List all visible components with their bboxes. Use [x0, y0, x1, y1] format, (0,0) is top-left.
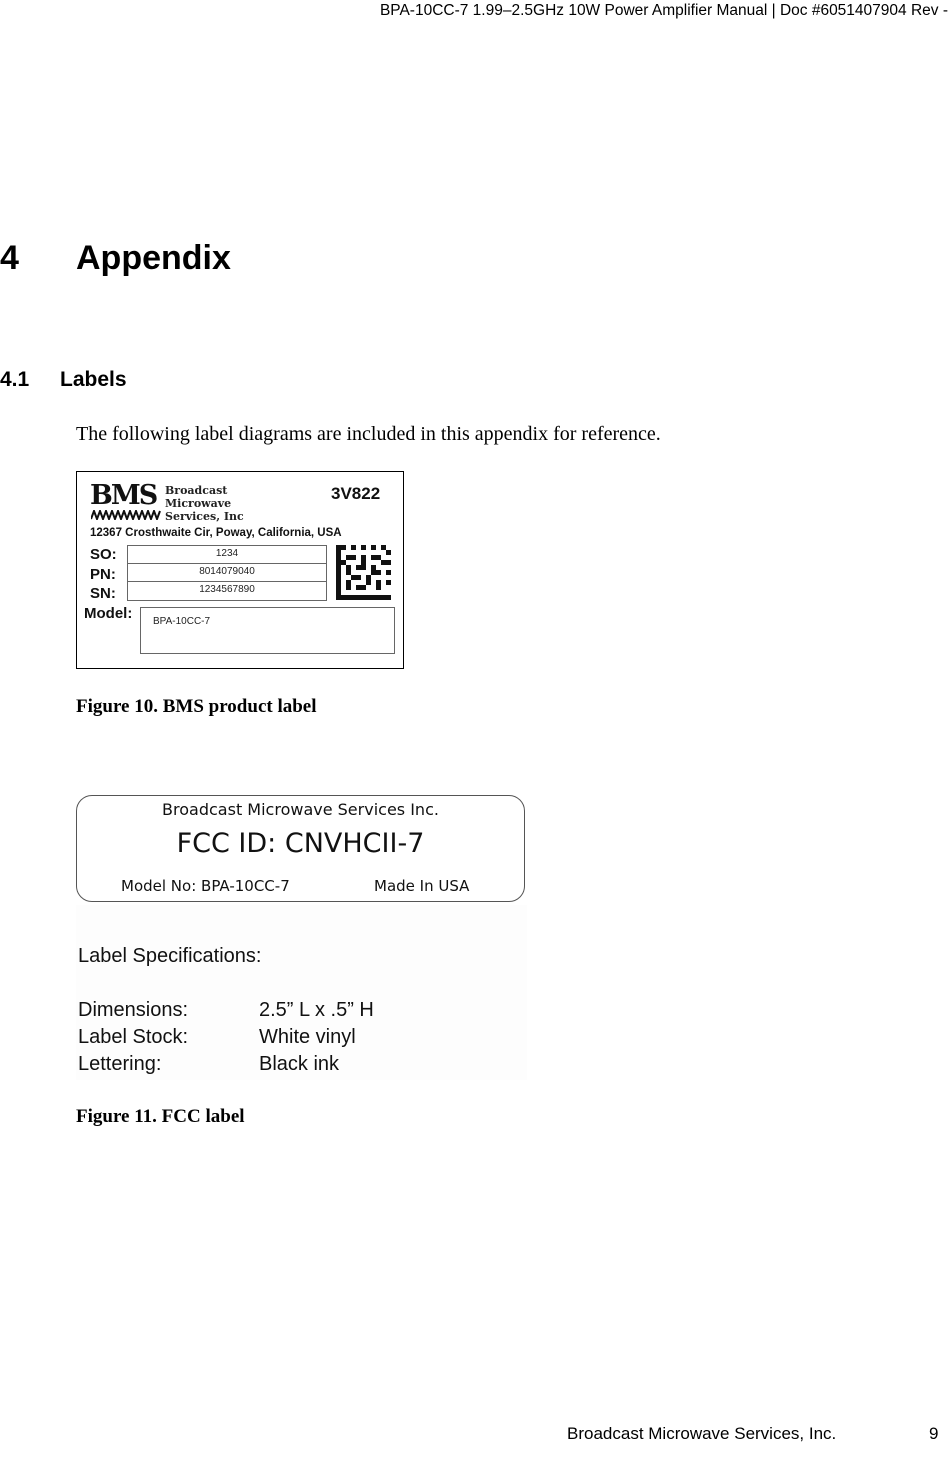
bms-logo: BMS [90, 480, 157, 511]
section-title: Appendix [76, 239, 231, 277]
pn-label: PN: [90, 566, 116, 583]
company-line: Broadcast [165, 484, 228, 497]
subsection-title: Labels [60, 368, 127, 391]
logo-wave-graphic [91, 510, 161, 520]
sn-label: SN: [90, 585, 116, 602]
page-number: 9 [929, 1424, 939, 1443]
subsection-number: 4.1 [0, 368, 30, 391]
bms-company-name [165, 484, 244, 523]
section-heading [0, 234, 231, 282]
pn-value-box: 8014079040 [127, 563, 327, 582]
sn-value-box: 1234567890 [127, 581, 327, 601]
intro-paragraph: The following label diagrams are included in this appendix for reference. [76, 423, 661, 445]
spec-key: Dimensions: [78, 999, 189, 1021]
spec-value: White vinyl [259, 1026, 356, 1048]
bms-product-label [76, 471, 404, 669]
figure-10-caption: Figure 10. BMS product label [76, 696, 317, 717]
fcc-origin: Made In USA [374, 877, 470, 895]
fcc-company: Broadcast Microwave Services Inc. [162, 800, 439, 819]
datamatrix-code-icon [336, 545, 391, 600]
so-label: SO: [90, 546, 117, 563]
footer-company: Broadcast Microwave Services, Inc. [567, 1424, 837, 1443]
model-value-box: BPA-10CC-7 [140, 607, 395, 654]
so-value-box: 1234 [127, 545, 327, 564]
company-line: Microwave [165, 497, 232, 510]
spec-key: Lettering: [78, 1053, 162, 1075]
bms-label-code: 3V822 [331, 484, 381, 503]
fcc-id: FCC ID: CNVHCII-7 [176, 828, 425, 859]
company-line: Services, Inc [165, 510, 244, 523]
fcc-label [76, 795, 525, 902]
subsection-heading [0, 366, 127, 394]
section-number: 4 [0, 239, 19, 277]
label-specs-title: Label Specifications: [78, 945, 262, 967]
spec-value: Black ink [259, 1053, 340, 1075]
running-header: BPA-10CC-7 1.99–2.5GHz 10W Power Amplifier Manual | Doc #6051407904 Rev - [379, 2, 948, 19]
figure-11-caption: Figure 11. FCC label [76, 1106, 245, 1127]
fcc-model: Model No: BPA-10CC-7 [121, 877, 290, 895]
spec-value: 2.5” L x .5” H [259, 999, 374, 1021]
bms-address: 12367 Crosthwaite Cir, Poway, California, USA [90, 527, 342, 539]
spec-key: Label Stock: [78, 1026, 189, 1048]
model-label: Model: [84, 605, 133, 622]
